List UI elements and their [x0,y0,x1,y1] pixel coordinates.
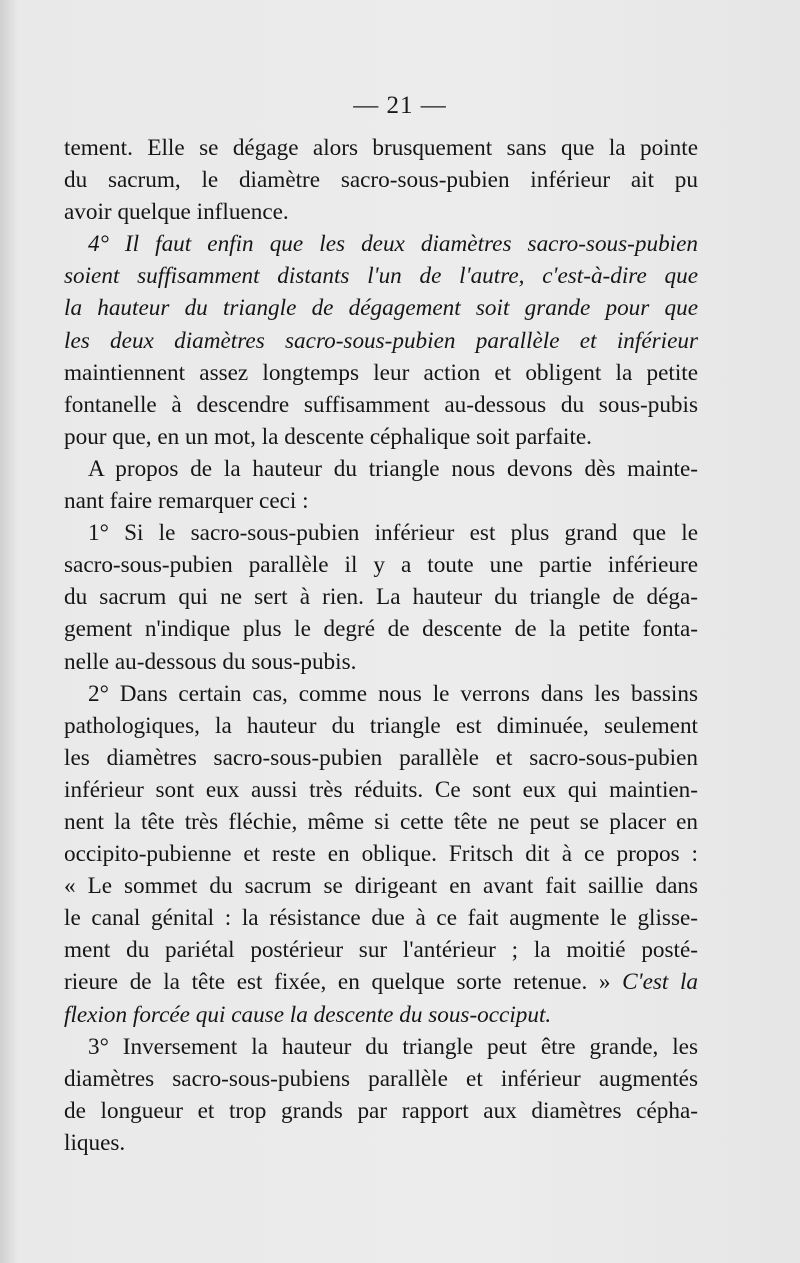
text-line: 2° Dans certain cas, comme nous le verrons dans les bassins [88,680,698,707]
text-line: tement. Elle se dégage alors brusquement sans que la pointe [64,135,698,161]
text-line: occipito-pubienne et reste en oblique. Fritsch dit à ce propos : [64,841,698,868]
text-line: inférieur sont eux aussi très réduits. Ce sont eux qui maintien- [64,776,698,803]
text-line: gement n'indique plus le degré de descente de la petite fonta- [64,616,698,643]
text-line: 3° Inversement la hauteur du triangle peut être grande, les [88,1033,698,1060]
text-line: nent la tête très fléchie, même si cette tête ne peut se placer en [64,808,698,835]
page-number: — 21 — [353,92,447,119]
text-line: fontanelle à descendre suffisamment au-dessous du sous-pubis [64,391,698,418]
text-line: A propos de la hauteur du triangle nous devons dès mainte- [88,455,698,482]
text-line: 1° Si le sacro-sous-pubien inférieur est plus grand que le [88,520,698,547]
text-line: ment du pariétal postérieur sur l'antérieur ; la moitié posté- [64,937,698,964]
text-line: les deux diamètres sacro-sous-pubien parallèle et inférieur [64,327,698,354]
text-line [64,966,698,998]
text-line: flexion forcée qui cause la descente du sous-occiput. [64,1001,552,1028]
text-line: de longueur et trop grands par rapport aux diamètres cépha- [64,1097,698,1124]
body-text [64,132,698,1159]
text-line: diamètres sacro-sous-pubiens parallèle et inférieur augmentés [64,1065,698,1092]
text-line: 4° Il faut enfin que les deux diamètres sacro-sous-pubien [88,231,698,258]
text-line: du sacrum, le diamètre sacro-sous-pubien inférieur ait pu [64,167,698,194]
text-line: nant faire remarquer ceci : [64,488,309,515]
text-line: les diamètres sacro-sous-pubien parallèle et sacro-sous-pubien [64,744,698,771]
text-line: du sacrum qui ne sert à rien. La hauteur du triangle de déga- [64,584,698,611]
text-line: avoir quelque influence. [64,199,289,226]
text-segment-italic: C'est la [622,969,699,996]
text-line: sacro-sous-pubien parallèle il y a toute une partie inférieure [64,552,698,579]
text-line: la hauteur du triangle de dégagement soit grande pour que [64,295,698,322]
text-line: soient suffisamment distants l'un de l'autre, c'est-à-dire que [64,263,698,290]
text-line: maintiennent assez longtemps leur action et obligent la petite [64,359,698,386]
text-line: pathologiques, la hauteur du triangle est diminuée, seulement [64,712,698,739]
text-line: pour que, en un mot, la descente céphalique soit parfaite. [64,423,592,450]
text-line: « Le sommet du sacrum se dirigeant en avant fait saillie dans [64,873,698,900]
text-line: liques. [64,1129,126,1156]
text-line: le canal génital : la résistance due à ce fait augmente le glisse- [64,905,698,932]
text-line: nelle au-dessous du sous-pubis. [64,648,357,675]
text-segment: rieure de la tête est fixée, en quelque sorte retenue. » [64,969,623,996]
